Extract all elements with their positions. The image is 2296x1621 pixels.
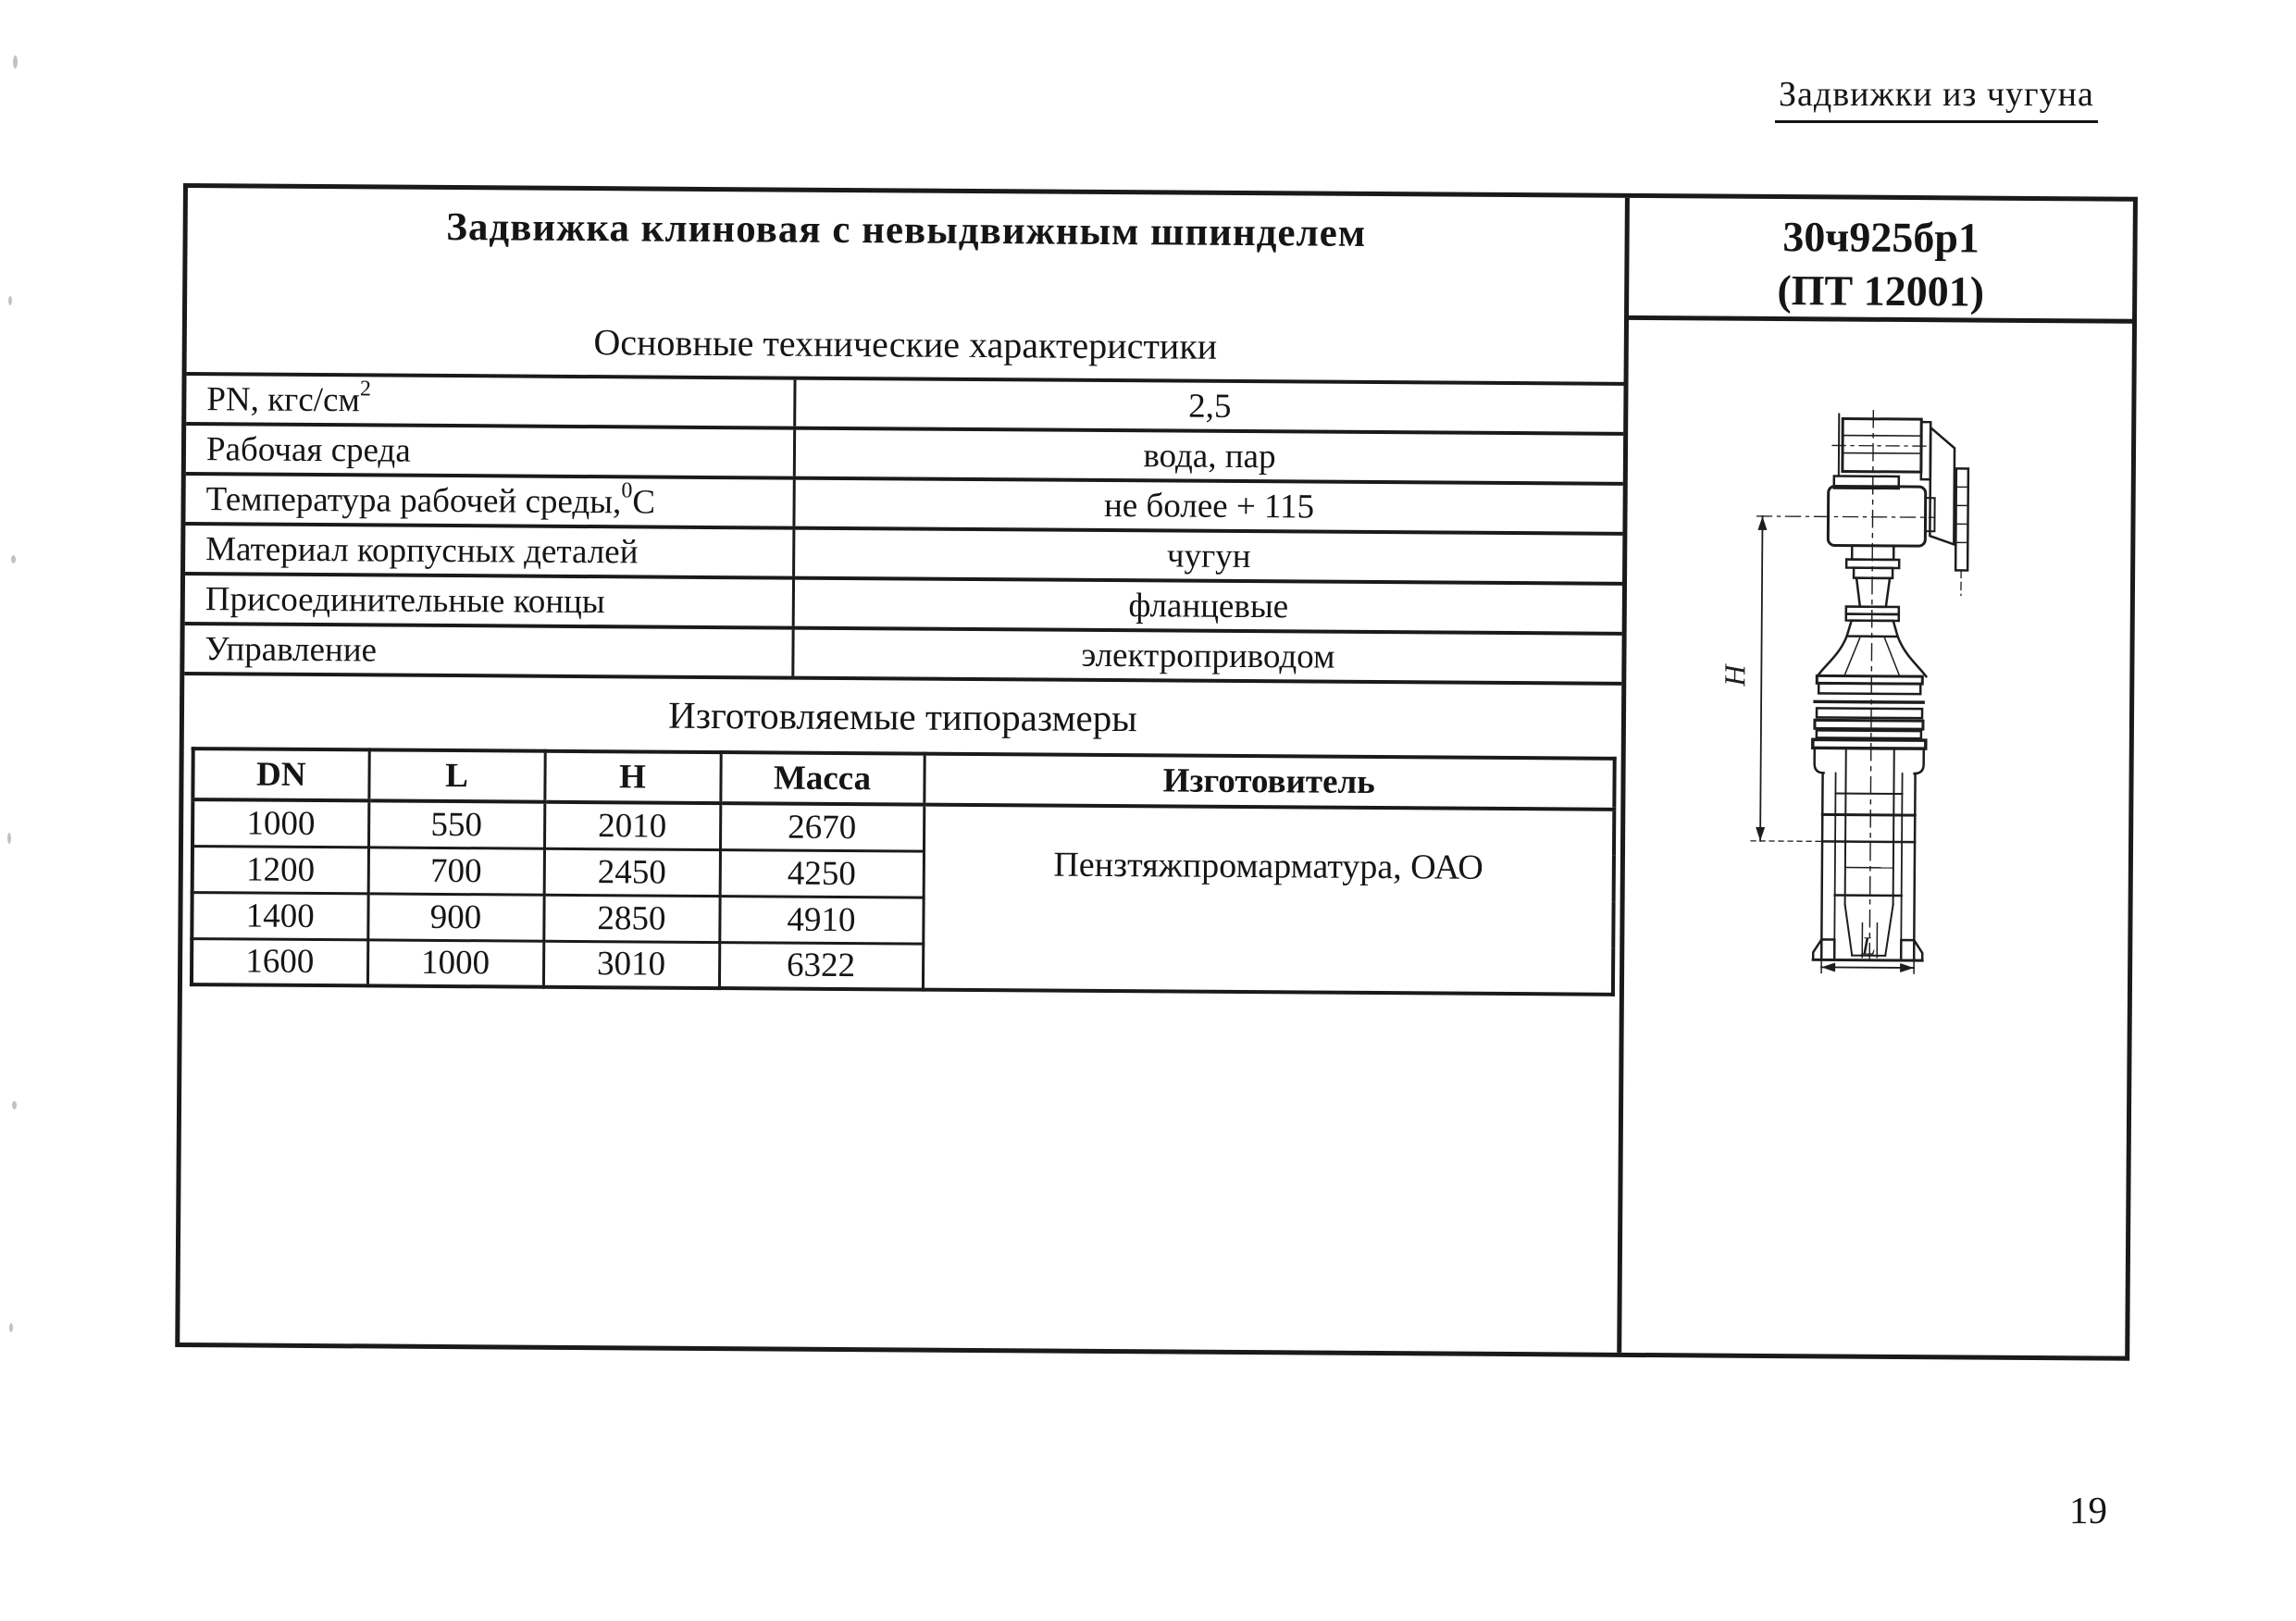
spec-value: не более + 115 bbox=[1103, 486, 1315, 526]
scan-speck bbox=[12, 1101, 17, 1109]
spec-value: 2,5 bbox=[1188, 387, 1232, 426]
cell-dn: 1400 bbox=[192, 892, 367, 939]
cell-mass: 2670 bbox=[720, 803, 924, 851]
spec-value: вода, пар bbox=[1143, 436, 1276, 476]
centerline bbox=[1869, 411, 1873, 960]
spec-label-text: Материал корпусных деталей bbox=[205, 529, 639, 571]
cell-l: 1000 bbox=[367, 939, 543, 986]
spec-label bbox=[184, 625, 794, 676]
spec-label bbox=[185, 476, 795, 526]
cell-l: 700 bbox=[368, 847, 544, 894]
sizes-table bbox=[190, 747, 1617, 996]
spec-rows bbox=[184, 376, 1623, 686]
cell-dn: 1000 bbox=[192, 799, 368, 847]
spec-label-tail: С bbox=[632, 482, 656, 522]
specs-panel bbox=[180, 188, 1630, 1353]
valve-technical-drawing bbox=[1717, 404, 1998, 984]
handwheel bbox=[1955, 468, 1968, 595]
valve-body bbox=[1813, 748, 1924, 960]
scan-speck bbox=[8, 296, 12, 305]
page-number: 19 bbox=[2069, 1489, 2107, 1531]
cell-h: 3010 bbox=[543, 941, 719, 988]
spec-value: электроприводом bbox=[1081, 636, 1335, 676]
spec-label bbox=[185, 526, 795, 576]
spec-label-text: Присоединительные концы bbox=[205, 579, 605, 621]
cell-mass: 4250 bbox=[720, 849, 924, 897]
spec-label-text: Рабочая среда bbox=[205, 429, 411, 470]
scan-speck bbox=[11, 555, 16, 563]
dimension-h bbox=[1717, 516, 1849, 842]
spec-label-text: Температура рабочей среды, bbox=[205, 479, 622, 521]
electric-motor bbox=[1831, 414, 1955, 544]
spec-value: фланцевые bbox=[1128, 586, 1289, 625]
model-panel bbox=[1621, 198, 2133, 1356]
cell-l: 900 bbox=[367, 893, 543, 940]
sizes-section-title: Изготовляемые типоразмеры bbox=[668, 693, 1137, 739]
dim-l-label: L bbox=[1861, 932, 1876, 961]
spec-label bbox=[185, 575, 795, 626]
spec-label bbox=[186, 376, 796, 427]
gearbox bbox=[1756, 476, 1935, 546]
specs-section-title: Основные технические характеристики bbox=[593, 321, 1218, 367]
cell-h: 2850 bbox=[543, 895, 719, 942]
cell-h: 2450 bbox=[544, 848, 720, 896]
document-header: Задвижки из чугуна bbox=[1775, 74, 2098, 123]
model-code: 30ч925бр1 bbox=[1782, 213, 1980, 262]
column-header-dn: DN bbox=[192, 749, 368, 800]
column-header-mass: Масса bbox=[720, 752, 924, 805]
column-header-manufacturer: Изготовитель bbox=[924, 754, 1614, 810]
cell-dn: 1200 bbox=[192, 846, 368, 893]
cell-dn: 1600 bbox=[192, 938, 367, 985]
column-header-l: L bbox=[368, 749, 544, 801]
model-code-cell bbox=[1629, 198, 2133, 324]
product-card-table bbox=[175, 183, 2138, 1361]
cell-mass: 6322 bbox=[719, 942, 923, 990]
dim-h-label: H bbox=[1718, 664, 1752, 687]
cell-manufacturer: Пензтяжпромарматура, ОАО bbox=[923, 805, 1614, 995]
spec-label-text: PN, кгс/см bbox=[206, 379, 361, 419]
product-title: Задвижка клиновая с невыдвижным шпинделем bbox=[446, 204, 1367, 255]
title-cell bbox=[187, 188, 1625, 386]
column-header-h: H bbox=[544, 751, 720, 803]
cell-l: 550 bbox=[368, 800, 544, 848]
scan-speck bbox=[7, 833, 11, 844]
cell-mass: 4910 bbox=[719, 896, 923, 944]
scan-speck bbox=[9, 1323, 13, 1332]
spec-label-text: Управление bbox=[205, 629, 378, 669]
drawing-area bbox=[1621, 320, 2132, 1356]
spec-label bbox=[186, 426, 796, 476]
cell-h: 2010 bbox=[544, 802, 720, 849]
scan-speck bbox=[13, 56, 18, 68]
bonnet-flange-ribs bbox=[1813, 675, 1927, 749]
spec-value: чугун bbox=[1166, 536, 1251, 575]
model-code-alt: (ПТ 12001) bbox=[1777, 266, 1985, 316]
